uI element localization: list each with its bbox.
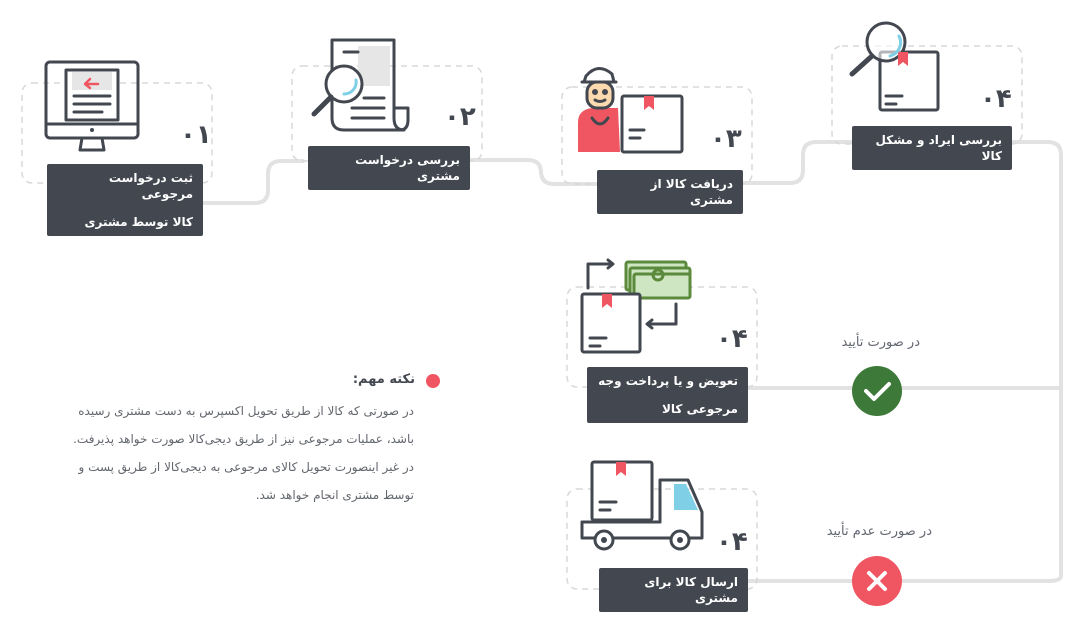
box-magnifier-icon <box>846 18 946 114</box>
note-line-1: در صورتی که کالا از طریق تحویل اکسپرس به دست مشتری رسیده <box>78 404 414 418</box>
step-1-label-line-2: کالا توسط مشتری <box>84 215 193 229</box>
box-cash-exchange-icon <box>578 258 694 356</box>
courier-with-box-icon <box>574 60 686 156</box>
step-2-label <box>308 146 470 190</box>
note-line-4: توسط مشتری انجام خواهد شد. <box>255 488 414 502</box>
document-magnifier-icon <box>304 36 414 136</box>
connector-1-2 <box>198 161 303 203</box>
step-4-label-line-1: بررسی ایراد و مشکل کالا <box>875 133 1002 163</box>
step-2-number: ۰۲ <box>444 102 476 132</box>
step-4-label <box>852 126 1012 170</box>
note-bullet <box>426 374 440 388</box>
step-5-label-line-1: تعویض و یا پرداخت وجه <box>598 374 738 388</box>
step-3-label <box>597 170 743 214</box>
step-6-label <box>599 568 748 612</box>
step-1-label <box>47 164 203 236</box>
step-5-number: ۰۴ <box>716 324 748 354</box>
monitor-return-icon <box>42 60 142 156</box>
reject-x-icon <box>852 556 902 606</box>
step-2-label-line-1: بررسی درخواست مشتری <box>355 153 460 183</box>
note-title: نکته مهم: <box>352 372 415 387</box>
connector-3-4 <box>742 142 852 183</box>
connector-2-3 <box>470 160 597 184</box>
step-5-label-line-2: مرجوعی کالا <box>661 402 738 416</box>
approve-check-icon <box>852 366 902 416</box>
condition-approved: در صورت تأیید <box>841 335 920 350</box>
note-line-2: باشد، عملیات مرجوعی نیز از طریق دیجی‌کالا صورت خواهد پذیرفت. <box>73 432 414 446</box>
connector-4-right <box>748 142 1061 581</box>
step-3-number: ۰۳ <box>710 124 742 154</box>
delivery-truck-icon <box>578 458 708 558</box>
step-1-number: ۰۱ <box>180 120 212 150</box>
step-3-label-line-1: دریافت کالا از مشتری <box>650 177 733 207</box>
step-5-label <box>587 367 748 423</box>
step-6-number: ۰۴ <box>716 527 748 557</box>
step-4-number: ۰۴ <box>980 84 1012 114</box>
note-line-3: در غیر اینصورت تحویل کالای مرجوعی به دیجی‌کالا از طریق پست و <box>78 460 414 474</box>
step-1-label-line-1: ثبت درخواست مرجوعی <box>108 171 193 201</box>
step-6-label-line-1: ارسال کالا برای مشتری <box>644 575 738 605</box>
condition-rejected: در صورت عدم تأیید <box>826 524 932 539</box>
note-body <box>28 397 414 509</box>
